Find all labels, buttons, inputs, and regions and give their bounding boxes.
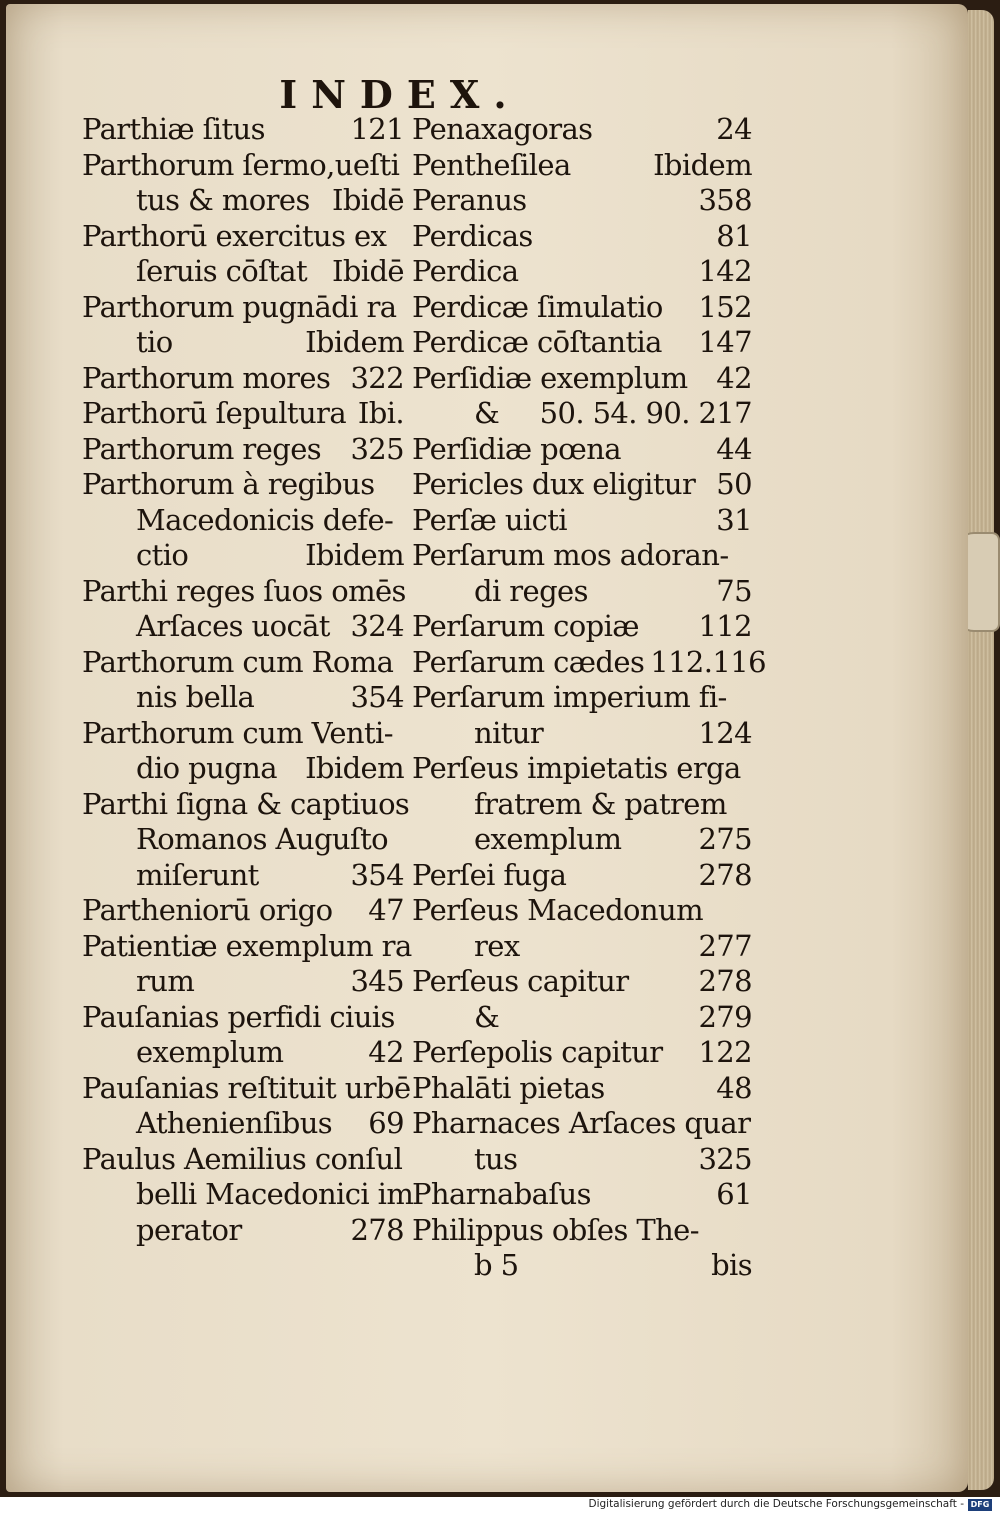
index-entry-term: Parthiæ ſitus <box>82 112 265 146</box>
index-entry-term: Perſarum imperium fi- <box>412 680 727 714</box>
index-entry-term: Perſarum copiæ <box>412 609 639 643</box>
index-entry <box>412 609 752 645</box>
index-entry-page <box>398 1000 404 1036</box>
index-entry-page <box>750 1106 756 1142</box>
index-entry-term: nis bella <box>136 680 255 714</box>
page-title: INDEX. <box>279 72 521 117</box>
index-entry-page: 47 <box>368 893 404 927</box>
index-entry <box>412 432 752 468</box>
index-entry-page: Ibi. <box>357 396 404 430</box>
index-entry-term: Perſidiæ pœna <box>412 431 621 466</box>
index-entry-page <box>398 467 404 503</box>
footer-credit: Digitalisierung gefördert durch die Deutsche Forschungsgemeinschaft - <box>588 1498 964 1510</box>
index-entry <box>412 1213 752 1249</box>
index-entry <box>412 183 752 219</box>
index-entry-page: 124 <box>698 715 752 750</box>
index-entry-page: 50 <box>716 467 752 501</box>
index-entry-page: 142 <box>698 254 752 288</box>
index-entry-term: dio pugna <box>136 751 277 785</box>
index-entry <box>82 1177 414 1213</box>
index-entry-page <box>398 822 404 858</box>
index-entry <box>82 1035 404 1071</box>
index-entry <box>82 751 404 787</box>
index-entry-term: Paulus Aemilius conſul <box>82 1141 403 1176</box>
index-entry-page: Ibidem <box>305 325 404 359</box>
index-entry-term: Parthorum cum Roma <box>82 644 394 679</box>
index-entry-term: & <box>474 396 500 430</box>
index-entry-term: & <box>474 999 500 1034</box>
index-entry <box>82 396 404 432</box>
index-entry-page: 324 <box>350 609 404 643</box>
index-entry <box>82 893 404 929</box>
index-entry <box>82 609 404 645</box>
index-entry-page <box>402 1142 408 1178</box>
index-entry <box>412 290 752 326</box>
index-entry-page: Ibidem <box>653 147 752 182</box>
index-entry-term: Pentheſilea <box>412 147 571 182</box>
index-entry <box>82 786 410 823</box>
index-entry-page: 75 <box>716 573 752 608</box>
index-entry-page <box>746 787 752 823</box>
index-entry-term: Arſaces uocāt <box>136 609 330 643</box>
index-entry-term: Macedonicis defe- <box>136 502 394 537</box>
index-entry <box>82 1142 404 1178</box>
index-entry <box>82 1106 404 1142</box>
index-entry <box>412 538 752 574</box>
index-entry-page: 42 <box>716 360 752 395</box>
index-entry-page <box>399 148 405 184</box>
index-entry-term: Perdica <box>412 254 519 288</box>
index-entry-page: 147 <box>698 325 752 359</box>
index-entry <box>82 432 404 468</box>
index-entry <box>82 822 404 858</box>
index-entry <box>82 1000 404 1036</box>
index-entry <box>82 503 404 539</box>
index-entry <box>412 858 752 894</box>
index-entry <box>412 716 752 752</box>
index-entry <box>412 361 752 397</box>
index-entry-term: Parthorum cum Venti- <box>82 715 393 750</box>
index-entry-term: fratrem & patrem <box>474 786 727 821</box>
index-entry <box>412 644 766 681</box>
index-entry-page: 279 <box>698 999 752 1034</box>
index-entry <box>82 254 404 290</box>
index-entry-term: Penaxagoras <box>412 112 593 146</box>
index-entry <box>412 1071 752 1107</box>
index-entry-page <box>746 680 752 716</box>
index-entry-term: ſeruis cōſtat <box>136 254 308 288</box>
index-entry-page: 275 <box>698 822 752 856</box>
index-entry-page: 50. 54. 90. 217 <box>539 396 752 430</box>
index-entry-term: Perſepolis capitur <box>412 1035 663 1069</box>
index-entry <box>412 325 752 361</box>
index-entry <box>412 1248 752 1284</box>
index-entry <box>82 858 404 894</box>
index-entry-page: 42 <box>368 1035 404 1069</box>
index-entry-term: tus & mores <box>136 183 310 217</box>
index-entry <box>82 574 404 610</box>
index-entry <box>412 112 752 148</box>
dfg-logo: DFG <box>968 1499 992 1511</box>
index-entry-term: perator <box>136 1212 242 1247</box>
index-entry-term: Pauſanias reſtituit urbē <box>82 1070 411 1105</box>
index-entry-term: Perſarum cædes <box>412 644 645 679</box>
index-entry-term: di reges <box>474 573 588 608</box>
index-entry-page <box>398 503 404 539</box>
index-entry <box>412 893 752 929</box>
index-entry-term: Parthorum ſermo,ueſti <box>82 147 400 182</box>
index-entry-page: 112.116 <box>650 644 766 679</box>
index-entry <box>412 219 752 255</box>
index-entry <box>412 1177 752 1213</box>
index-entry-term: Pauſanias perfidi ciuis <box>82 999 395 1034</box>
index-entry <box>412 751 752 787</box>
index-entry-term: Romanos Auguſto <box>136 822 389 856</box>
index-entry-page: 152 <box>698 289 752 324</box>
index-entry-page <box>746 538 752 574</box>
index-entry-page: 48 <box>716 1070 752 1105</box>
index-entry-page: 354 <box>350 857 404 892</box>
index-entry-page: Ibidē <box>331 254 404 288</box>
index-entry-page: 278 <box>350 1212 404 1247</box>
index-entry-term: Peranus <box>412 183 527 217</box>
index-entry-term: Perſeus Macedonum <box>412 893 703 927</box>
index-entry-page <box>398 716 404 752</box>
index-entry-page <box>398 645 404 681</box>
index-entry-page: 345 <box>350 964 404 998</box>
index-entry <box>412 148 752 184</box>
index-entry <box>412 396 752 432</box>
book-fore-edge <box>968 10 994 1490</box>
index-entry <box>412 787 752 823</box>
index-entry <box>412 822 752 858</box>
index-entry-page: 322 <box>350 360 404 395</box>
index-entry <box>82 680 404 716</box>
index-entry-term: Pharnabaſus <box>412 1177 591 1211</box>
index-entry-term: Athenienſibus <box>136 1106 333 1140</box>
index-entry-page: 325 <box>350 431 404 466</box>
index-entry <box>82 928 412 965</box>
index-entry-term: Phalāti pietas <box>412 1070 605 1105</box>
index-entry-page: 31 <box>716 502 752 537</box>
index-entry-term: Parthorum reges <box>82 431 322 466</box>
index-entry-term: ctio <box>136 538 189 572</box>
index-entry-term: belli Macedonici im <box>136 1177 414 1211</box>
index-entry-page: 277 <box>698 928 752 963</box>
index-entry <box>82 467 404 503</box>
index-entry-term: Parthi ſigna & captiuos <box>82 786 410 821</box>
index-entry <box>412 1142 752 1178</box>
index-entry <box>412 503 752 539</box>
index-entry-page: 61 <box>716 1177 752 1211</box>
index-entry <box>82 964 404 1000</box>
index-entry-term: Patientiæ exemplum ra <box>82 928 412 963</box>
index-entry-term: Parthorū exercitus ex <box>82 218 387 253</box>
index-entry-page <box>398 290 404 326</box>
index-entry <box>82 219 404 255</box>
index-entry <box>82 112 404 148</box>
index-entry <box>412 254 752 290</box>
index-entry-term: Parthorum pugnādi ra <box>82 289 397 324</box>
index-entry-page: 24 <box>716 112 752 146</box>
index-entry <box>412 574 752 610</box>
index-entry-term: Pericles dux eligitur <box>412 467 696 501</box>
index-entry <box>412 1106 752 1142</box>
index-entry-term: Parthorum mores <box>82 360 331 395</box>
index-entry-term: nitur <box>474 715 544 750</box>
index-entry <box>412 964 752 1000</box>
index-entry-page: 358 <box>698 183 752 217</box>
index-entry-term: tus <box>474 1141 518 1176</box>
index-entry-term: rum <box>136 964 195 998</box>
index-entry-term: Perdicæ cōſtantia <box>412 325 662 359</box>
index-entry <box>412 680 752 716</box>
index-entry <box>412 929 752 965</box>
index-entry-page: 325 <box>698 1141 752 1176</box>
index-entry-term: rex <box>474 928 520 963</box>
index-entry <box>412 1000 752 1036</box>
index-entry-page <box>746 1213 752 1249</box>
index-entry <box>82 538 404 574</box>
index-entry-term: tio <box>136 325 173 359</box>
index-entry <box>82 183 404 219</box>
index-column-left <box>82 112 414 1248</box>
index-entry <box>82 1213 404 1249</box>
index-entry-page <box>746 893 752 929</box>
index-entry-term: exemplum <box>474 822 622 856</box>
index-entry-term: Perſei fuga <box>412 857 567 892</box>
index-entry-page: Ibidē <box>331 183 404 217</box>
index-entry-page: 354 <box>350 680 404 714</box>
index-entry <box>82 325 404 361</box>
index-entry-term: Perſeus capitur <box>412 964 629 998</box>
index-entry-term: Perſidiæ exemplum <box>412 360 688 395</box>
index-entry-page: Ibidem <box>305 538 404 572</box>
index-entry <box>82 1070 411 1107</box>
index-entry <box>82 148 404 184</box>
index-column-right <box>412 112 766 1284</box>
index-entry-term: Parthi reges ſuos omēs <box>82 573 406 608</box>
index-entry-term: Perſeus impietatis erga <box>412 751 741 785</box>
index-entry-term: Parthorum à regibus <box>82 467 375 501</box>
index-entry-term: Philippus obſes The- <box>412 1212 699 1247</box>
index-entry-page: 69 <box>368 1106 404 1140</box>
index-entry <box>82 716 404 752</box>
index-entry <box>82 361 404 397</box>
index-entry-page: 278 <box>698 964 752 998</box>
index-entry <box>412 1035 752 1071</box>
index-entry-page: bis <box>711 1248 752 1282</box>
index-entry-page: 122 <box>698 1035 752 1069</box>
index-entry-term: miſerunt <box>136 857 259 892</box>
index-entry-page: 112 <box>698 609 752 643</box>
index-entry-page: 44 <box>716 431 752 466</box>
index-entry-term: Pharnaces Arſaces quar <box>412 1106 751 1140</box>
index-entry-term: Parthorū ſepultura <box>82 396 347 430</box>
index-entry-page <box>746 751 752 787</box>
index-entry <box>82 645 404 681</box>
index-entry-term: Perdicas <box>412 218 533 253</box>
index-entry-term: Perdicæ ſimulatio <box>412 289 663 324</box>
index-entry-term: Perſarum mos adoran- <box>412 538 729 572</box>
index-entry-page: 81 <box>716 218 752 253</box>
index-entry-term: b 5 <box>474 1248 519 1282</box>
index-entry-page <box>398 219 404 255</box>
index-entry-term: exemplum <box>136 1035 284 1069</box>
index-entry-page: 121 <box>350 112 404 146</box>
index-entry-page: 278 <box>698 857 752 892</box>
index-entry-page: Ibidem <box>305 751 404 785</box>
index-entry-term: Partheniorū origo <box>82 893 333 927</box>
index-entry-page <box>406 574 412 610</box>
index-entry-term: Perſæ uicti <box>412 502 567 537</box>
index-entry <box>412 467 752 503</box>
index-entry <box>82 290 404 326</box>
